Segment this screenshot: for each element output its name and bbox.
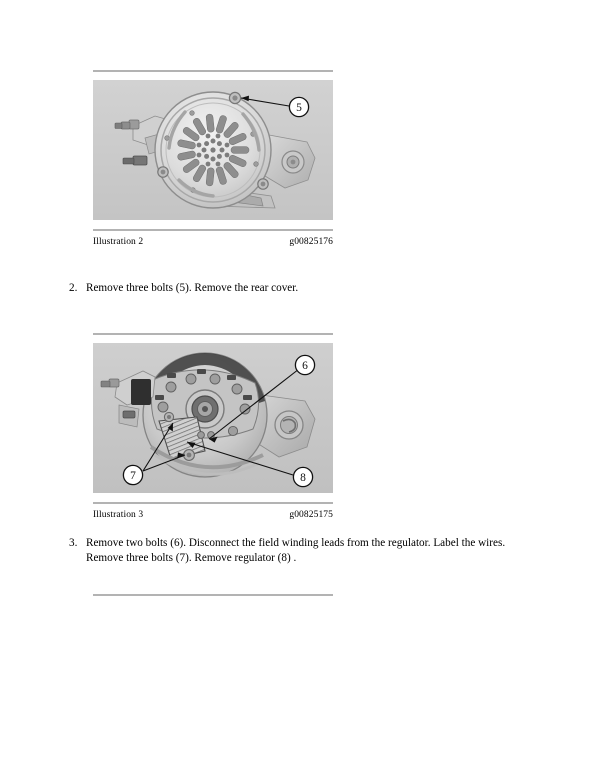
section-rule-bottom <box>93 594 333 596</box>
svg-text:5: 5 <box>296 102 302 115</box>
svg-text:8: 8 <box>300 472 306 485</box>
figure-rule-top <box>93 70 333 72</box>
illustration-2-graphic <box>93 80 333 220</box>
step-number: 3. <box>69 537 78 549</box>
svg-text:7: 7 <box>130 470 136 483</box>
figure-illustration-3 <box>93 333 333 522</box>
caption-label: Illustration 3 <box>93 510 144 520</box>
step-item-3 <box>69 536 529 565</box>
step-text: Remove three bolts (5). Remove the rear cover. <box>86 282 299 294</box>
figure-rule-bottom <box>93 229 333 231</box>
figure-rule-top <box>93 333 333 335</box>
caption-graphic-id: g00825176 <box>289 237 333 247</box>
figure-rule-bottom <box>93 502 333 504</box>
svg-text:6: 6 <box>302 360 308 373</box>
step-item-2 <box>69 281 529 296</box>
illustration-3-graphic <box>93 343 333 493</box>
photo-alternator-rear-cover <box>93 80 333 220</box>
step-text: Remove two bolts (6). Disconnect the field winding leads from the regulator. Label the wires. Remove three bolts (7). Remove regulator (8) . <box>86 537 506 564</box>
caption-label: Illustration 2 <box>93 237 144 247</box>
figure-caption <box>93 509 333 522</box>
photo-alternator-regulator <box>93 343 333 493</box>
figure-illustration-2 <box>93 70 333 249</box>
caption-graphic-id: g00825175 <box>289 510 333 520</box>
figure-caption <box>93 236 333 249</box>
step-number: 2. <box>69 282 78 294</box>
